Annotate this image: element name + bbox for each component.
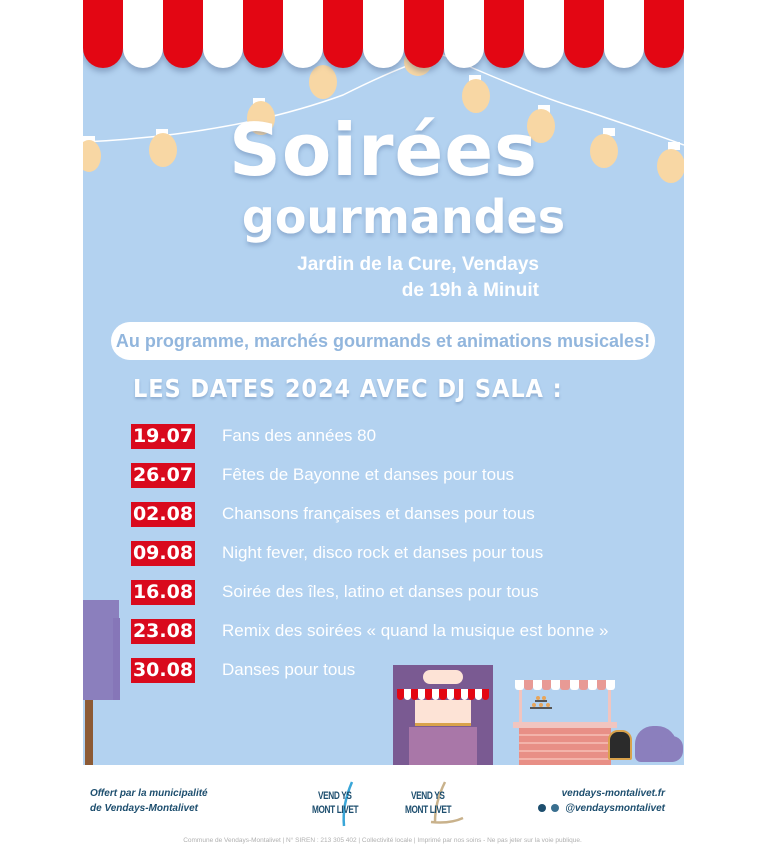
hours-text: de 19h à Minuit — [401, 280, 539, 301]
location-text: Jardin de la Cure, Vendays — [297, 254, 539, 275]
event-title: Night fever, disco rock et danses pour tous — [222, 543, 544, 562]
sign-board-illustration — [113, 618, 120, 700]
event-title: Remix des soirées « quand la musique est bonne » — [222, 621, 609, 640]
sign-post-illustration — [85, 700, 93, 765]
shop-illustration — [393, 665, 493, 765]
date-badge: 02.08 — [132, 503, 194, 525]
logo-text-bottom: MONT LIVET — [312, 804, 359, 816]
social-handle[interactable]: @vendaysmontalivet — [565, 803, 665, 814]
event-title: Chansons françaises et danses pour tous — [222, 504, 535, 523]
date-badge: 09.08 — [132, 542, 194, 564]
event-row — [131, 540, 543, 566]
event-title: Fêtes de Bayonne et danses pour tous — [222, 465, 515, 484]
dates-heading: LES DATES 2024 AVEC DJ SALA : — [133, 374, 563, 403]
logo-text-top: VEND YS — [318, 790, 352, 802]
program-banner: Au programme, marchés gourmands et animations musicales! — [111, 322, 655, 360]
vendays-montalivet-logo — [312, 780, 382, 828]
facebook-icon[interactable] — [538, 804, 546, 812]
footer-offered-by — [90, 786, 208, 816]
striped-awning — [83, 0, 684, 70]
offered-line-2: de Vendays-Montalivet — [90, 803, 198, 814]
date-badge: 23.08 — [132, 620, 194, 642]
legal-notice: Commune de Vendays-Montalivet | N° SIREN : 213 305 402 | Collectivité locale | Imprimé par nos soins - Ne pas jeter sur la voie publique. — [183, 837, 582, 844]
website-link[interactable]: vendays-montalivet.fr — [561, 788, 665, 799]
date-badge: 30.08 — [132, 659, 194, 681]
event-row — [131, 462, 514, 488]
event-title: Soirée des îles, latino et danses pour tous — [222, 582, 539, 601]
footer-contact — [538, 786, 665, 816]
event-row — [131, 618, 609, 644]
event-row — [131, 579, 539, 605]
date-badge: 19.07 — [132, 425, 194, 447]
event-title: Danses pour tous — [222, 660, 356, 679]
event-row — [131, 423, 376, 449]
poster-title: Soirées — [228, 108, 539, 192]
date-badge: 26.07 — [132, 464, 194, 486]
social-row — [538, 801, 665, 816]
logo-text-bottom: MONT LIVET — [405, 804, 452, 816]
date-badge: 16.08 — [132, 581, 194, 603]
event-poster — [83, 0, 684, 765]
offered-line-1: Offert par la municipalité — [90, 788, 208, 799]
instagram-icon[interactable] — [551, 804, 559, 812]
event-title: Fans des années 80 — [222, 426, 377, 445]
poster-subtitle: gourmandes — [241, 190, 566, 244]
vendays-montalivet-logo-gold — [405, 780, 475, 828]
event-row — [131, 501, 535, 527]
chalkboard-sign-illustration — [608, 730, 632, 760]
event-row — [131, 657, 355, 683]
bush-illustration — [661, 736, 683, 762]
pastry-stand-icon — [529, 695, 553, 713]
event-location — [297, 252, 539, 304]
market-stall-illustration — [515, 680, 615, 765]
logo-text-top: VEND YS — [411, 790, 445, 802]
